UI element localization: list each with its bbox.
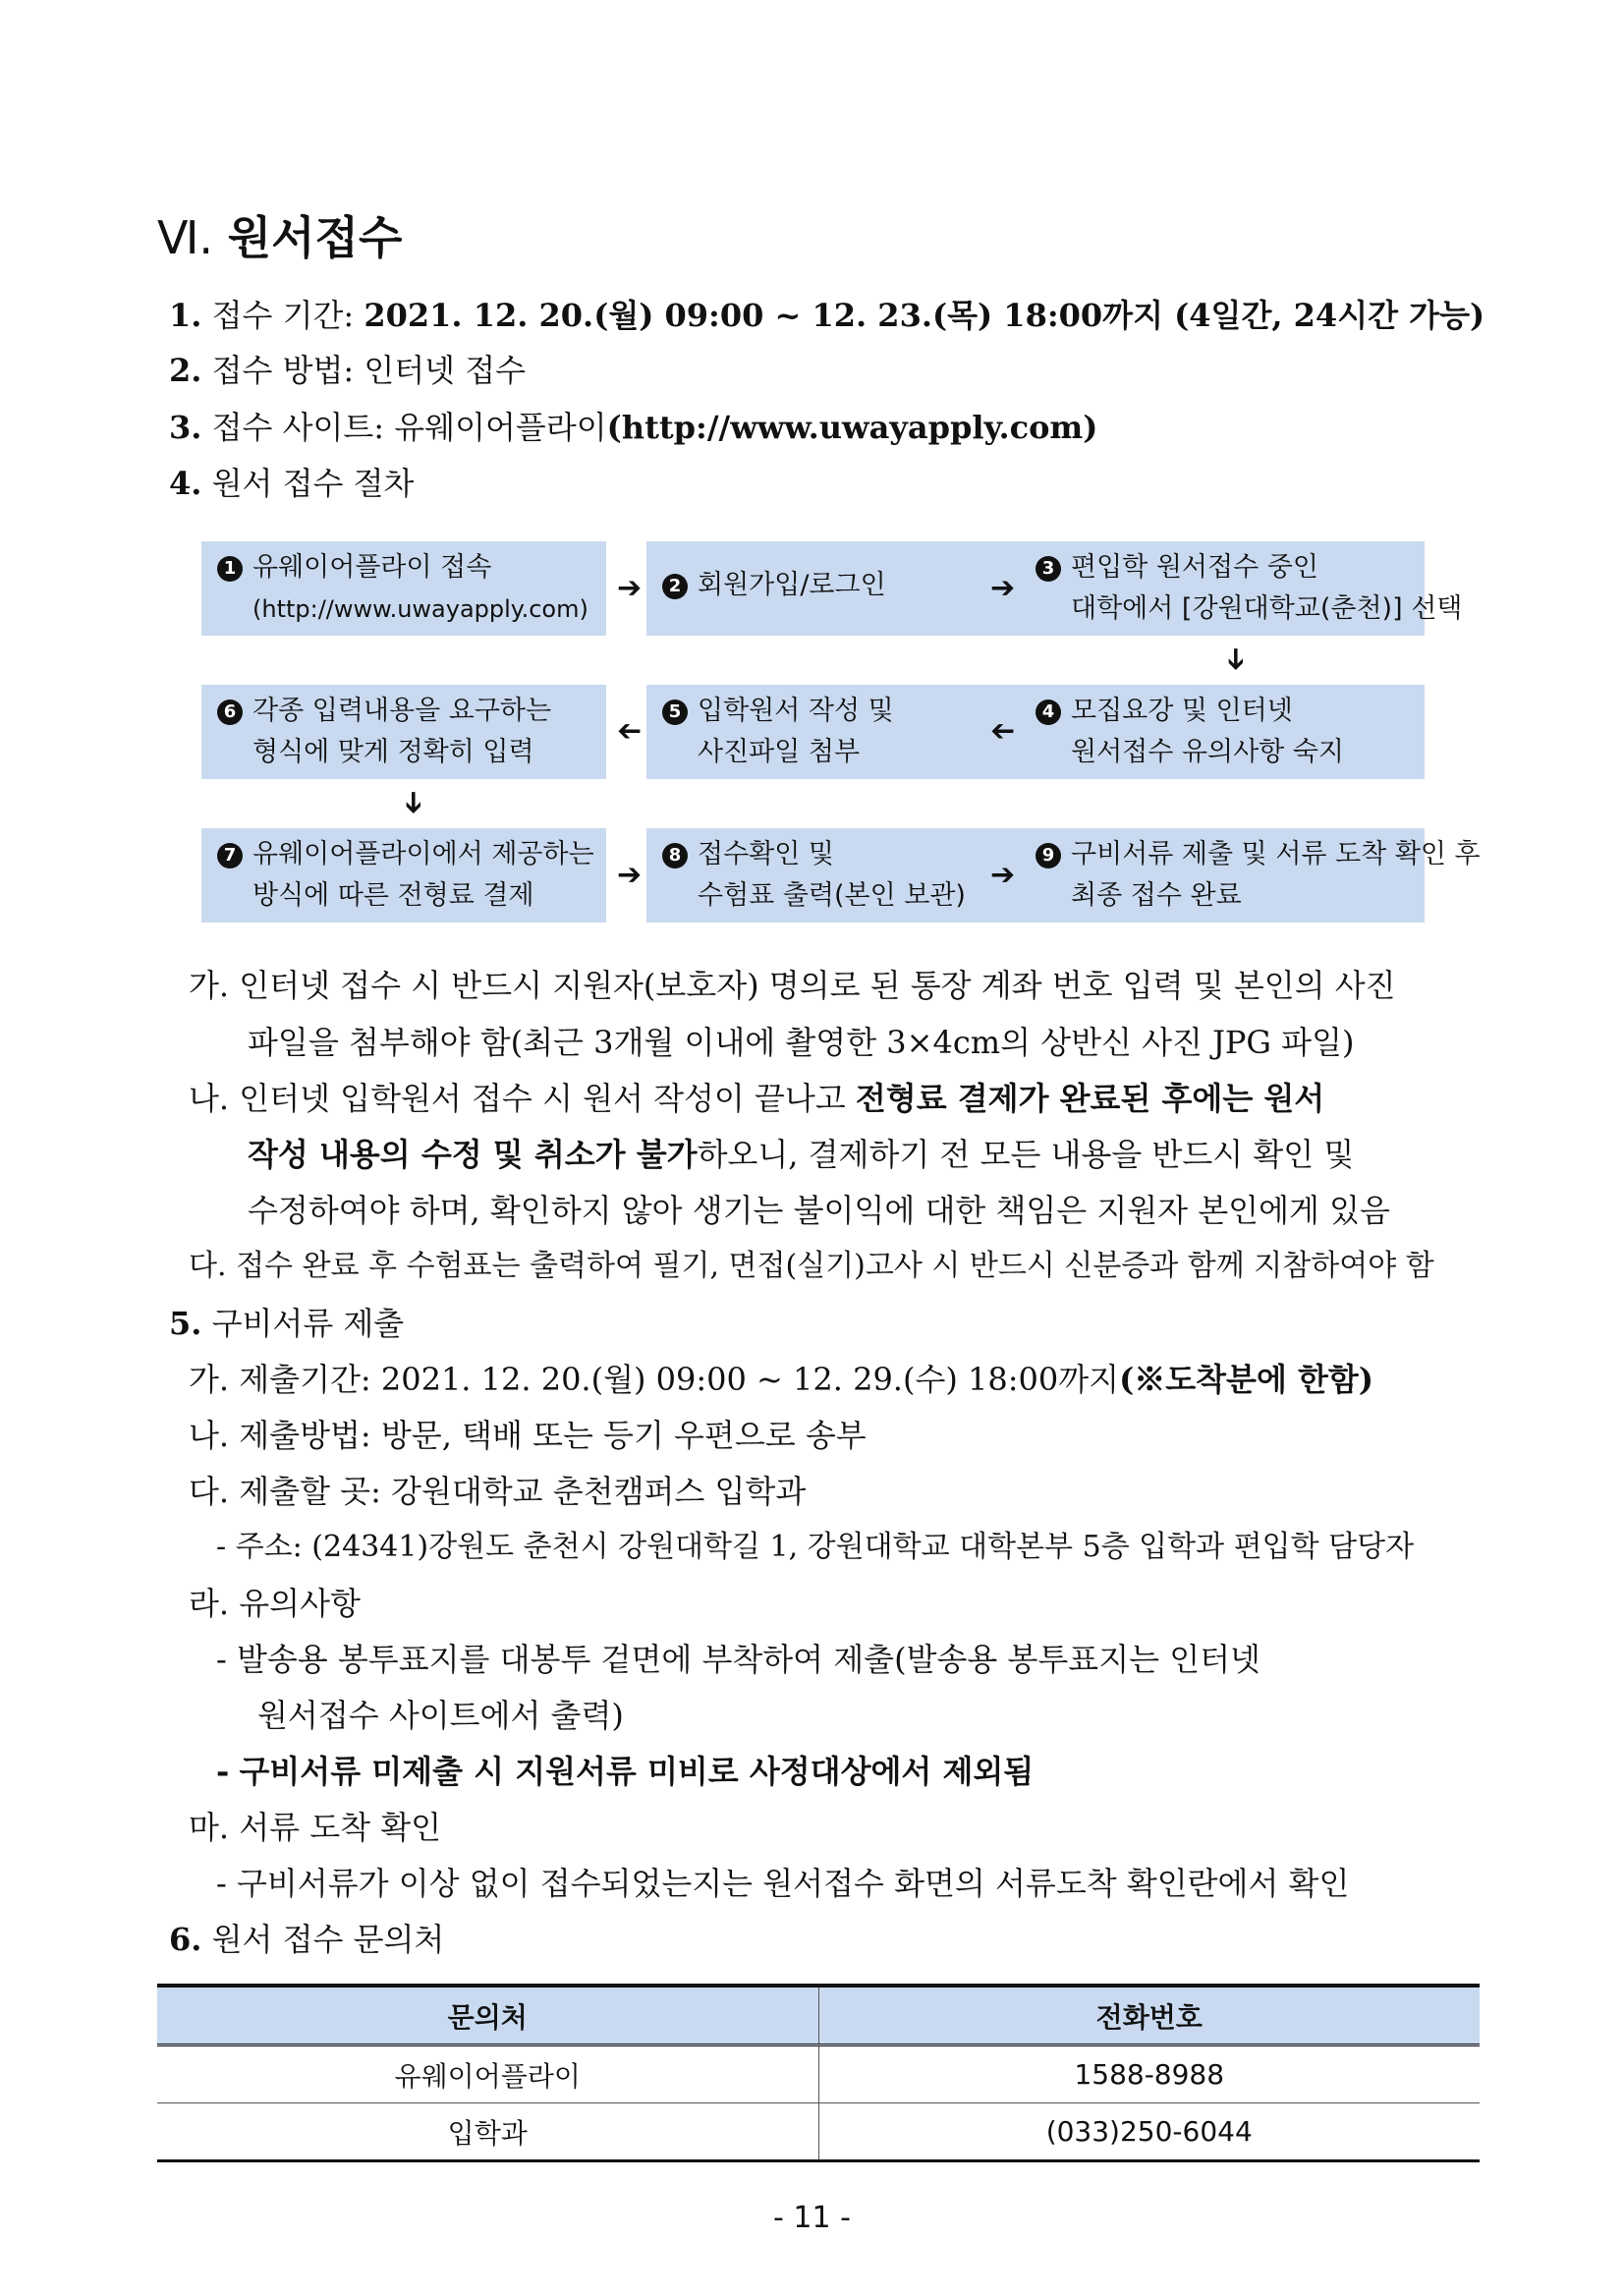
note-4-na: 나. 인터넷 입학원서 접수 시 원서 작성이 끝나고 전형료 결제가 완료된 후에는 원서 [189, 1080, 1325, 1117]
flow-step-5: 5 입학원서 작성 및 사진파일 첨부 [646, 685, 1051, 779]
table-cell: 1588-8988 [818, 2045, 1480, 2103]
note-5-ra-2: - 구비서류 미제출 시 지원서류 미비로 사정대상에서 제외됨 [216, 1753, 1035, 1790]
item-1: 1. 접수 기간: 2021. 12. 20.(월) 09:00 ~ 12. 23.(목) 18:00까지 (4일간, 24시간 가능) [169, 297, 1485, 334]
note-5-ma-1: - 구비서류가 이상 없이 접수되었는지는 원서접수 화면의 서류도착 확인란에서 확인 [216, 1865, 1350, 1902]
flow-step-4: 4 모집요강 및 인터넷 원서접수 유의사항 숙지 [1020, 685, 1425, 779]
flow-step-6: 6 각종 입력내용을 요구하는 형식에 맞게 정확히 입력 [201, 685, 606, 779]
arrow-down-icon: ➔ [1218, 646, 1254, 672]
note-5-address: - 주소: (24341)강원도 춘천시 강원대학길 1, 강원대학교 대학본부 5층 입학과 편입학 담당자 [216, 1530, 1415, 1564]
note-5-da: 다. 제출할 곳: 강원대학교 춘천캠퍼스 입학과 [189, 1473, 807, 1510]
flow-step-7: 7 유웨이어플라이에서 제공하는 방식에 따른 전형료 결제 [201, 828, 606, 923]
note-5-ra-1-cont: 원서접수 사이트에서 출력) [257, 1697, 624, 1734]
table-row [157, 2103, 1480, 2161]
flow-step-9: 9 구비서류 제출 및 서류 도착 확인 후 최종 접수 완료 [1020, 828, 1425, 923]
item-4: 4. 원서 접수 절차 [169, 465, 415, 502]
table-header: 전화번호 [818, 1986, 1480, 2045]
arrow-right-icon: ➔ [990, 571, 1016, 605]
table-header: 문의처 [157, 1986, 818, 2045]
note-5-ra-1: - 발송용 봉투표지를 대봉투 겉면에 부착하여 제출(발송용 봉투표지는 인터넷 [216, 1641, 1260, 1678]
note-5-na: 나. 제출방법: 방문, 택배 또는 등기 우편으로 송부 [189, 1417, 867, 1454]
note-5-ga: 가. 제출기간: 2021. 12. 20.(월) 09:00 ~ 12. 29.(수) 18:00까지(※도착분에 한함) [189, 1361, 1373, 1398]
section-heading: 원서접수 [227, 211, 403, 264]
table-cell: 유웨이어플라이 [157, 2045, 818, 2103]
arrow-left-icon: ➔ [990, 714, 1016, 749]
flow-step-8: 8 접수확인 및 수험표 출력(본인 보관) [646, 828, 1051, 923]
arrow-down-icon: ➔ [396, 790, 431, 815]
note-4-ga-cont: 파일을 첨부해야 함(최근 3개월 이내에 촬영한 3×4cm의 상반신 사진 JPG 파일) [248, 1024, 1355, 1061]
note-4-na-cont2: 수정하여야 하며, 확인하지 않아 생기는 불이익에 대한 책임은 지원자 본인에게 있음 [248, 1192, 1390, 1229]
table-cell: (033)250-6044 [818, 2103, 1480, 2161]
flow-step-1: 1 유웨이어플라이 접속 (http://www.uwayapply.com) [201, 541, 606, 636]
item-6: 6. 원서 접수 문의처 [169, 1921, 445, 1958]
note-4-na-cont: 작성 내용의 수정 및 취소가 불가하오니, 결제하기 전 모든 내용을 반드시 확인 및 [248, 1136, 1355, 1173]
note-4-da: 다. 접수 완료 후 수험표는 출력하여 필기, 면접(실기)고사 시 반드시 신분증과 함께 지참하여야 함 [189, 1249, 1434, 1283]
flow-step-2: 2 회원가입/로그인 [646, 541, 1051, 636]
flow-step-3: 3 편입학 원서접수 중인 대학에서 [강원대학교(춘천)] 선택 [1020, 541, 1425, 636]
arrow-left-icon: ➔ [617, 714, 643, 749]
section-title [157, 210, 402, 265]
note-4-ga: 가. 인터넷 접수 시 반드시 지원자(보호자) 명의로 된 통장 계좌 번호 입력 및 본인의 사진 [189, 967, 1396, 1004]
note-5-ra: 라. 유의사항 [189, 1585, 361, 1622]
note-5-ma: 마. 서류 도착 확인 [189, 1809, 442, 1846]
item-5: 5. 구비서류 제출 [169, 1305, 405, 1342]
table-cell: 입학과 [157, 2103, 818, 2161]
arrow-right-icon: ➔ [990, 858, 1016, 892]
item-2: 2. 접수 방법: 인터넷 접수 [169, 352, 527, 389]
item-3: 3. 접수 사이트: 유웨이어플라이(http://www.uwayapply.com) [169, 409, 1098, 446]
arrow-right-icon: ➔ [617, 571, 643, 605]
page-number: - 11 - [773, 2201, 851, 2235]
table-row [157, 2045, 1480, 2103]
contact-table [157, 1984, 1480, 2162]
arrow-right-icon: ➔ [617, 858, 643, 892]
table-header-row [157, 1986, 1480, 2045]
section-number: Ⅵ. [157, 211, 214, 264]
